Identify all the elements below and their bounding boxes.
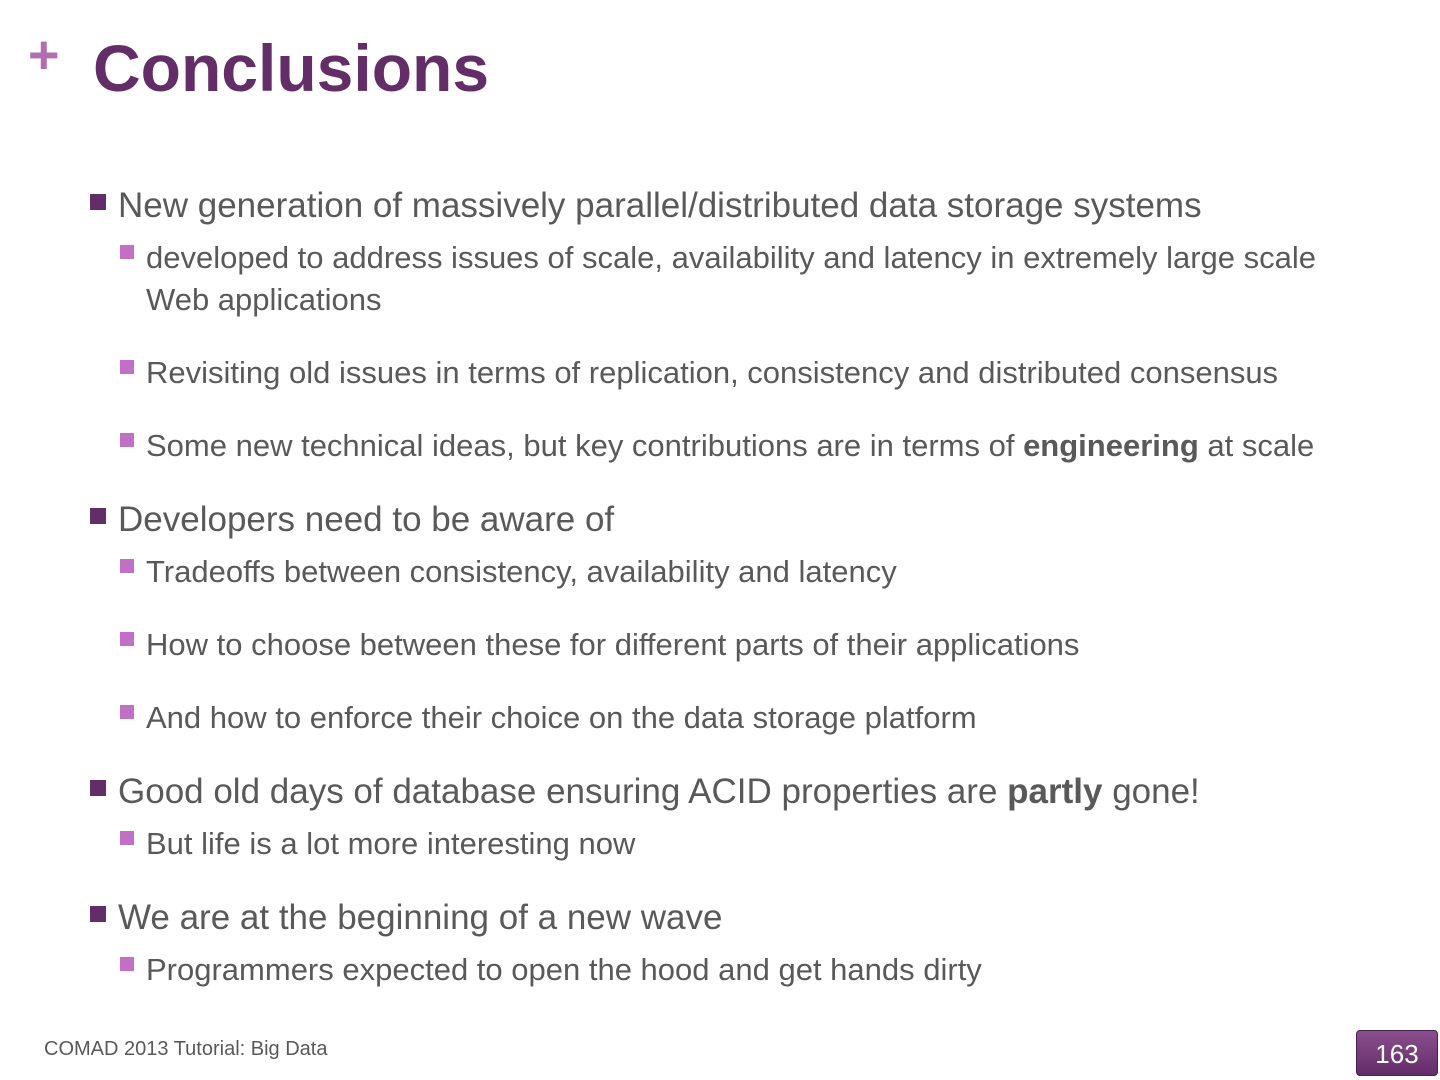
bullet-level2 [118,949,1385,991]
bullet-text: developed to address issues of scale, availability and latency in extremely large scale Web applications [146,240,1317,317]
bullet-text: But life is a lot more interesting now [146,826,636,861]
bullet-text: Some new technical ideas, but key contributions are in terms of [146,428,1024,463]
square-bullet-icon [120,559,134,573]
bullet-text: New generation of massively parallel/distributed data storage systems [118,186,1202,225]
bullet-level1 [90,771,1385,813]
bullet-text: Developers need to be aware of [118,500,615,539]
footer-text: COMAD 2013 Tutorial: Big Data [44,1038,328,1060]
bullet-group [90,499,1385,739]
bullet-level2 [118,551,1385,593]
square-bullet-icon [120,245,134,259]
bullet-level2 [118,237,1385,321]
bullet-text: Revisiting old issues in terms of replication, consistency and distributed consensus [146,355,1279,390]
bullet-text: Tradeoffs between consistency, availability and latency [146,554,897,589]
square-bullet-icon [120,433,134,447]
square-bullet-icon [90,906,106,922]
bold-text: engineering [1023,428,1199,463]
bullet-level2 [118,823,1385,865]
bullet-group [90,771,1385,865]
square-bullet-icon [120,705,134,719]
slide-title: Conclusions [93,31,490,105]
square-bullet-icon [90,780,106,796]
square-bullet-icon [120,831,134,845]
bullet-level2 [118,624,1385,666]
square-bullet-icon [120,632,134,646]
plus-icon: + [28,25,60,85]
bullet-level2 [118,425,1385,467]
square-bullet-icon [120,957,134,971]
slide-body [90,185,1385,1022]
square-bullet-icon [90,508,106,524]
bullet-text: We are at the beginning of a new wave [118,898,723,937]
bullet-level1 [90,499,1385,541]
bullet-group [90,897,1385,991]
bullet-text: How to choose between these for different parts of their applications [146,627,1080,662]
bullet-text: gone! [1102,772,1200,811]
bullet-text: And how to enforce their choice on the data storage platform [146,700,977,735]
square-bullet-icon [120,360,134,374]
square-bullet-icon [90,194,106,210]
bullet-level2 [118,697,1385,739]
bullet-level1 [90,897,1385,939]
bullet-text: at scale [1198,428,1315,463]
bullet-level1 [90,185,1385,227]
page-number-badge: 163 [1356,1030,1438,1076]
bullet-group [90,185,1385,467]
bullet-text: Programmers expected to open the hood and get hands dirty [146,952,982,987]
bullet-text: Good old days of database ensuring ACID properties are [118,772,1008,811]
bullet-level2 [118,352,1385,394]
bold-text: partly [1007,772,1103,811]
